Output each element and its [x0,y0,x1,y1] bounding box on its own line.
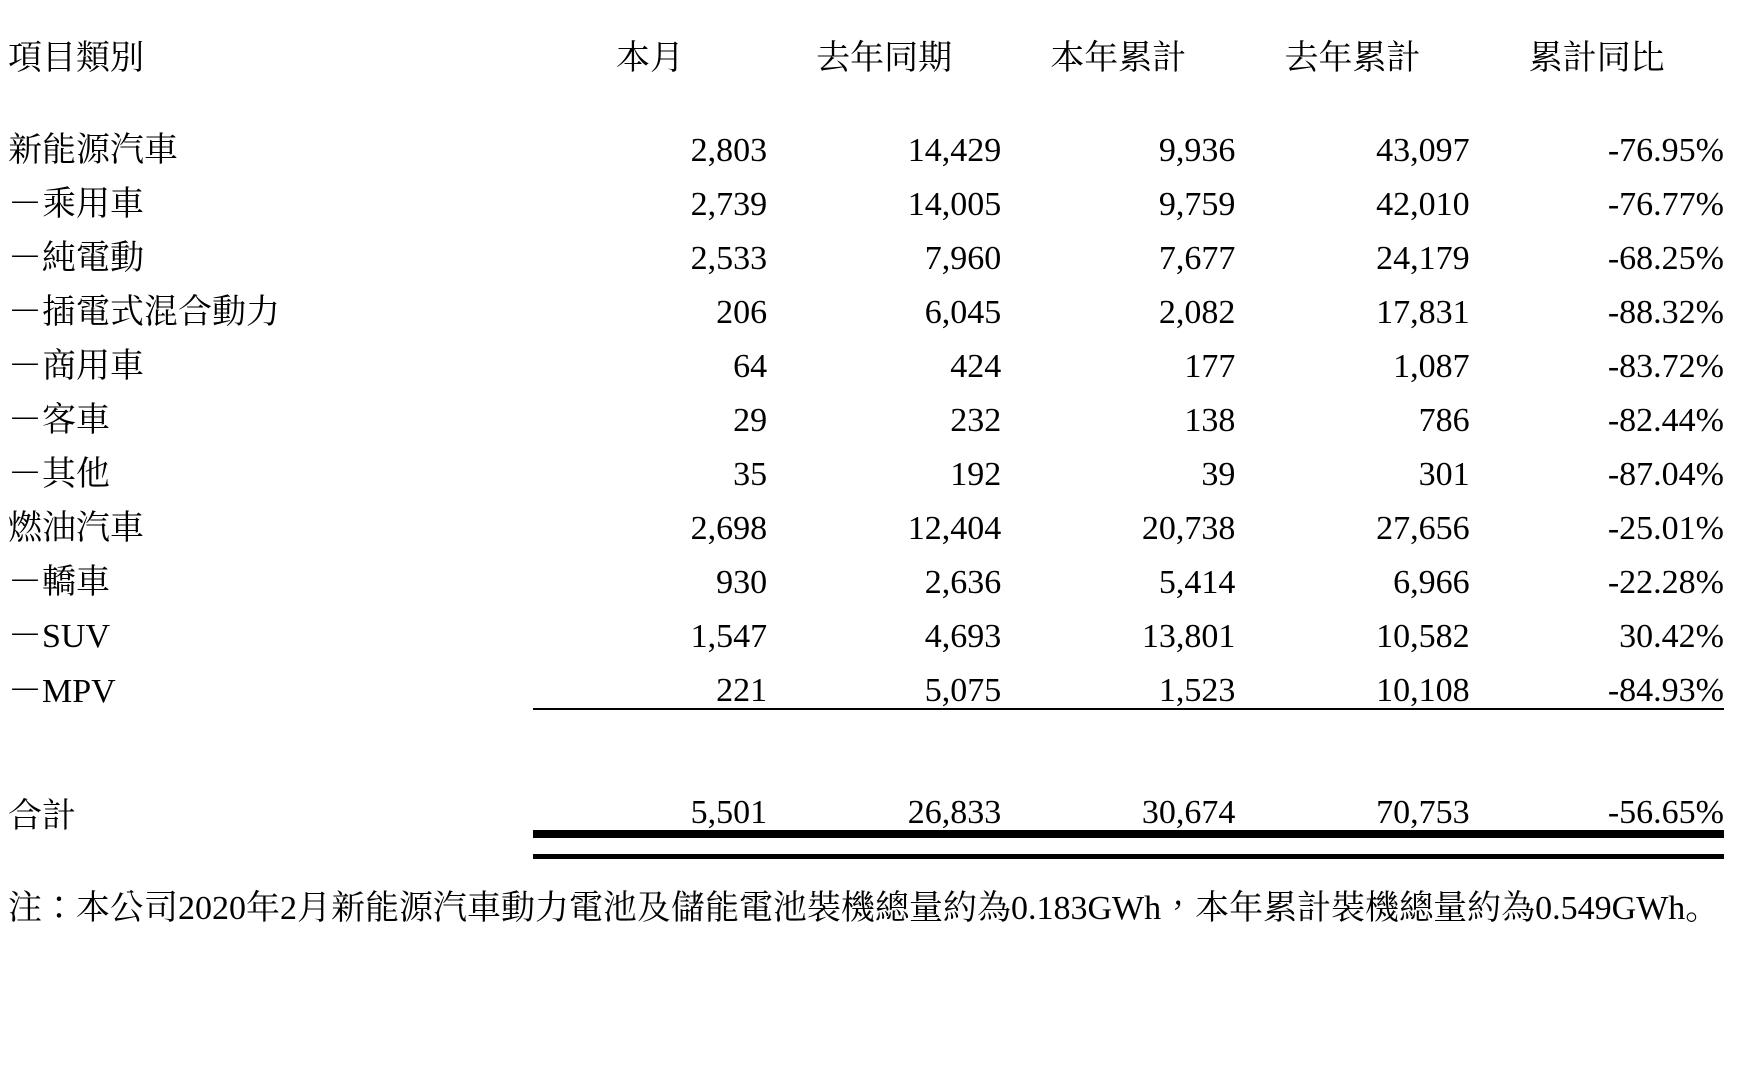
table-row [8,114,1724,168]
row-label: －商用車 [8,348,144,385]
row-value-ytd-this-year: 5,414 [1158,564,1236,601]
header-spacer [8,76,1724,114]
row-value-ytd-last-year: 10,108 [1376,672,1470,709]
row-value-same-period-last-year: 12,404 [907,510,1002,547]
double-rule-cell [1235,834,1469,856]
row-value-ytd-last-year: 6,966 [1393,564,1470,601]
total-value-ytd-last-year: 70,753 [1376,794,1470,831]
spacer-cell [1235,76,1469,114]
row-label: －插電式混合動力 [8,294,280,331]
row-value-ytd-this-year: 1,523 [1158,672,1236,709]
row-value-ytd-this-year: 39 [1201,456,1236,493]
table-row [8,330,1724,384]
header-cell-ytd-last-year: 去年累計 [1284,40,1421,77]
row-value-ytd-yoy: -68.25% [1607,240,1724,277]
row-value-ytd-last-year: 27,656 [1376,510,1470,547]
row-value-ytd-yoy: -25.01% [1607,510,1724,547]
spacer-cell [8,728,533,772]
rule-spacer [8,834,533,856]
row-label: 新能源汽車 [8,132,178,169]
header-row [8,0,1724,76]
row-value-ytd-yoy: -22.28% [1607,564,1724,601]
row-value-ytd-yoy: -82.44% [1607,402,1724,439]
header-cell-ytd-yoy: 累計同比 [1528,40,1665,77]
row-value-ytd-last-year: 786 [1418,402,1470,439]
row-value-this-month: 2,739 [690,186,768,223]
table-total-row [8,772,1724,834]
row-value-ytd-this-year: 2,082 [1158,294,1236,331]
row-value-ytd-yoy: 30.42% [1619,618,1724,655]
row-value-ytd-yoy: -76.95% [1607,132,1724,169]
spacer-cell [767,728,1001,772]
table-row [8,222,1724,276]
row-value-ytd-this-year: 138 [1184,402,1236,439]
total-value-ytd-yoy: -56.65% [1607,794,1724,831]
row-value-ytd-this-year: 9,936 [1158,132,1236,169]
row-value-this-month: 206 [716,294,768,331]
row-value-ytd-last-year: 10,582 [1376,618,1470,655]
total-gap-row [8,728,1724,772]
double-rule-cell [533,834,767,856]
row-value-same-period-last-year: 192 [950,456,1002,493]
spacer-cell [1001,76,1235,114]
rule-cell [1235,709,1469,728]
table-row [8,276,1724,330]
total-value-same-period-last-year: 26,833 [907,794,1002,831]
row-value-ytd-last-year: 24,179 [1376,240,1470,277]
rule-cell [1470,709,1724,728]
row-value-this-month: 64 [733,348,768,385]
row-label: 燃油汽車 [8,510,144,547]
row-value-this-month: 930 [716,564,768,601]
table-body [8,76,1724,856]
spacer-cell [1235,728,1469,772]
row-label: －MPV [8,673,116,710]
table-header [8,0,1724,76]
row-label: －乘用車 [8,186,144,223]
subtotal-rule-row [8,709,1724,728]
total-label: 合計 [8,798,76,835]
row-label: －轎車 [8,564,110,601]
spacer-cell [533,728,767,772]
table-row [8,438,1724,492]
row-value-same-period-last-year: 5,075 [924,672,1002,709]
row-value-this-month: 2,698 [690,510,768,547]
total-value-ytd-this-year: 30,674 [1141,794,1236,831]
vehicle-sales-table [8,0,1724,859]
double-rule-cell [1001,834,1235,856]
row-value-ytd-yoy: -76.77% [1607,186,1724,223]
row-value-ytd-last-year: 42,010 [1376,186,1470,223]
total-value-this-month: 5,501 [690,794,768,831]
total-double-rule-row [8,834,1724,856]
spacer-cell [1001,728,1235,772]
rule-cell [767,709,1001,728]
row-value-this-month: 221 [716,672,768,709]
row-value-ytd-yoy: -83.72% [1607,348,1724,385]
double-rule-cell [767,834,1001,856]
table-row [8,384,1724,438]
row-value-this-month: 29 [733,402,768,439]
rule-cell [533,709,767,728]
row-value-ytd-this-year: 13,801 [1141,618,1236,655]
row-value-ytd-this-year: 7,677 [1158,240,1236,277]
header-cell-same-period-last-year: 去年同期 [816,40,953,77]
spacer-cell [533,76,767,114]
row-value-ytd-this-year: 177 [1184,348,1236,385]
row-value-this-month: 2,803 [690,132,768,169]
row-value-same-period-last-year: 14,005 [907,186,1002,223]
row-label: －SUV [8,618,111,655]
row-value-ytd-last-year: 301 [1418,456,1470,493]
rule-spacer [8,709,533,728]
spacer-cell [767,76,1001,114]
spacer-cell [8,76,533,114]
row-value-ytd-yoy: -88.32% [1607,294,1724,331]
table-row [8,600,1724,654]
table-row [8,654,1724,709]
rule-cell [1001,709,1235,728]
row-value-ytd-this-year: 20,738 [1141,510,1236,547]
row-value-same-period-last-year: 6,045 [924,294,1002,331]
row-value-ytd-yoy: -87.04% [1607,456,1724,493]
row-value-same-period-last-year: 2,636 [924,564,1002,601]
table-footnote: 注：本公司2020年2月新能源汽車動力電池及儲能電池裝機總量約為0.183GWh，本年累計裝機總量約為0.549GWh。 [8,889,1720,927]
header-cell-this-month: 本月 [615,40,684,77]
header-cell-ytd-this-year: 本年累計 [1050,40,1187,77]
row-label: －純電動 [8,240,144,277]
double-rule-cell [1470,834,1724,856]
row-value-ytd-last-year: 1,087 [1393,348,1470,385]
spacer-cell [1470,76,1724,114]
row-value-same-period-last-year: 7,960 [924,240,1002,277]
row-label: －客車 [8,402,110,439]
header-cell-label: 項目類別 [8,40,144,77]
table-row [8,492,1724,546]
row-value-same-period-last-year: 4,693 [924,618,1002,655]
row-value-ytd-yoy: -84.93% [1607,672,1724,709]
row-value-ytd-last-year: 17,831 [1376,294,1470,331]
row-value-same-period-last-year: 232 [950,402,1002,439]
row-label: －其他 [8,456,110,493]
row-value-same-period-last-year: 424 [950,348,1002,385]
row-value-same-period-last-year: 14,429 [907,132,1002,169]
row-value-this-month: 2,533 [690,240,768,277]
spacer-cell [1470,728,1724,772]
row-value-this-month: 35 [733,456,768,493]
row-value-ytd-this-year: 9,759 [1158,186,1236,223]
row-value-this-month: 1,547 [690,618,768,655]
row-value-ytd-last-year: 43,097 [1376,132,1470,169]
table-row [8,546,1724,600]
table-row [8,168,1724,222]
